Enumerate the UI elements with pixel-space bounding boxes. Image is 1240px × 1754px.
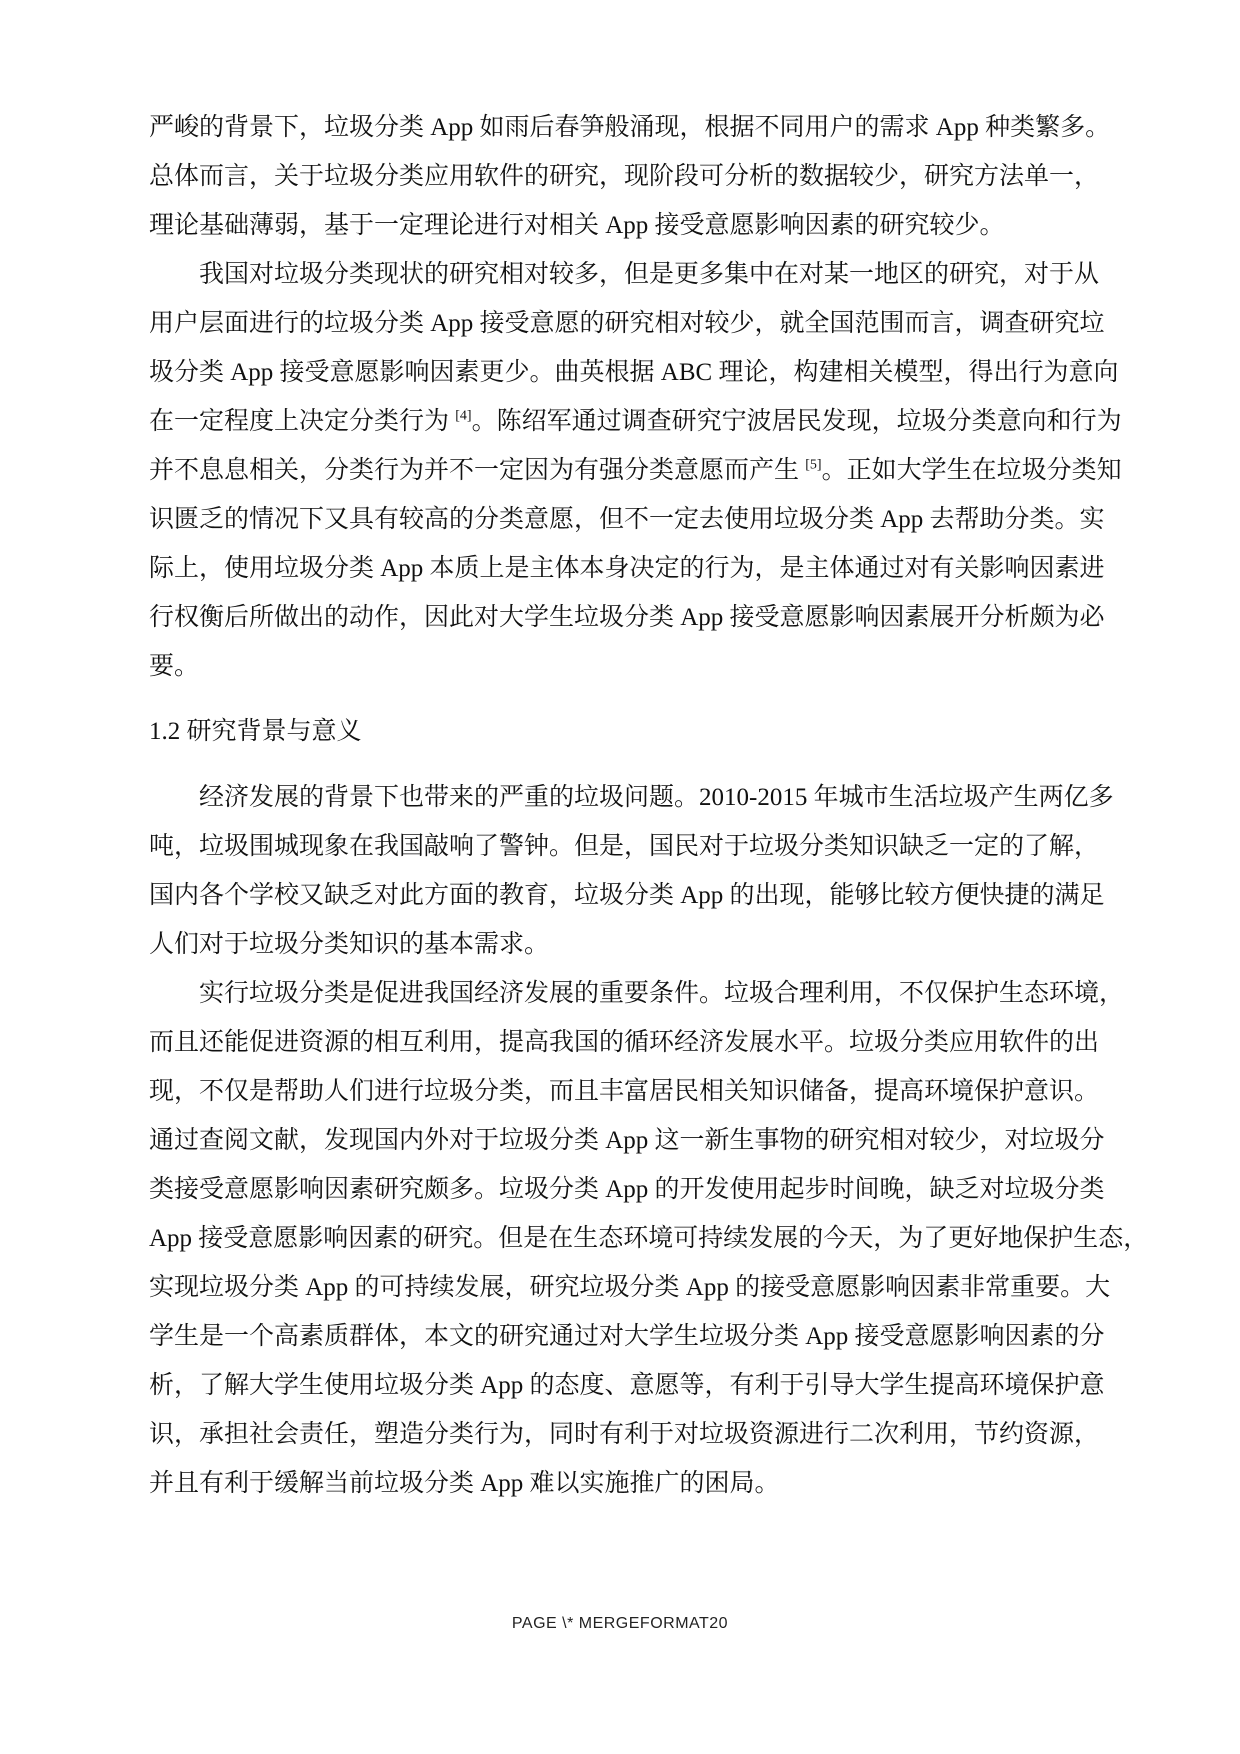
paragraph-2-line: 圾分类 App 接受意愿影响因素更少。曲英根据 ABC 理论，构建相关模型，得出行为意向 bbox=[149, 359, 1119, 386]
paragraph-4-line: 实现垃圾分类 App 的可持续发展，研究垃圾分类 App 的接受意愿影响因素非常重要。大 bbox=[149, 1274, 1111, 1301]
paragraph-2-line bbox=[149, 407, 1122, 437]
paragraph-4-line: 并且有利于缓解当前垃圾分类 App 难以实施推广的困局。 bbox=[149, 1470, 780, 1497]
paragraph-2-text: 在一定程度上决定分类行为 bbox=[149, 408, 450, 435]
paragraph-2-text: 。陈绍军通过调查研究宁波居民发现，垃圾分类意向和行为 bbox=[471, 408, 1122, 435]
paragraph-4-line: 学生是一个高素质群体，本文的研究通过对大学生垃圾分类 App 接受意愿影响因素的分 bbox=[149, 1323, 1105, 1350]
paragraph-4-line: 而且还能促进资源的相互利用，提高我国的循环经济发展水平。垃圾分类应用软件的出 bbox=[149, 1029, 1100, 1056]
paragraph-1-line: 总体而言，关于垃圾分类应用软件的研究，现阶段可分析的数据较少，研究方法单一， bbox=[149, 163, 1100, 190]
paragraph-2-line: 行权衡后所做出的动作，因此对大学生垃圾分类 App 接受意愿影响因素展开分析颇为必 bbox=[149, 604, 1105, 631]
paragraph-4-line: 通过查阅文献，发现国内外对于垃圾分类 App 这一新生事物的研究相对较少，对垃圾分 bbox=[149, 1127, 1105, 1154]
page-footer: PAGE \* MERGEFORMAT20 bbox=[511, 1615, 729, 1632]
citation-ref-4: [4] bbox=[455, 408, 472, 424]
paragraph-4-line: App 接受意愿影响因素的研究。但是在生态环境可持续发展的今天，为了更好地保护生态， bbox=[149, 1225, 1149, 1252]
paragraph-2-line: 我国对垃圾分类现状的研究相对较多，但是更多集中在对某一地区的研究，对于从 bbox=[199, 261, 1100, 288]
paragraph-4-line: 类接受意愿影响因素研究颇多。垃圾分类 App 的开发使用起步时间晚，缺乏对垃圾分类 bbox=[149, 1176, 1105, 1203]
paragraph-4-line: 实行垃圾分类是促进我国经济发展的重要条件。垃圾合理利用，不仅保护生态环境， bbox=[199, 980, 1125, 1007]
paragraph-4-line: 现，不仅是帮助人们进行垃圾分类，而且丰富居民相关知识储备，提高环境保护意识。 bbox=[149, 1078, 1100, 1105]
paragraph-3-line: 国内各个学校又缺乏对此方面的教育，垃圾分类 App 的出现，能够比较方便快捷的满足 bbox=[149, 882, 1105, 909]
paragraph-1-line: 严峻的背景下，垃圾分类 App 如雨后春笋般涌现，根据不同用户的需求 App 种类繁多。 bbox=[149, 114, 1111, 141]
paragraph-4-line: 析，了解大学生使用垃圾分类 App 的态度、意愿等，有利于引导大学生提高环境保护意 bbox=[149, 1372, 1105, 1399]
paragraph-2-line: 要。 bbox=[149, 653, 200, 680]
paragraph-3-line: 吨，垃圾围城现象在我国敲响了警钟。但是，国民对于垃圾分类知识缺乏一定的了解， bbox=[149, 833, 1100, 860]
paragraph-1-line: 理论基础薄弱，基于一定理论进行对相关 App 接受意愿影响因素的研究较少。 bbox=[149, 212, 1005, 239]
paragraph-2-text: 。正如大学生在垃圾分类知 bbox=[821, 457, 1122, 484]
paragraph-4-line: 识，承担社会责任，塑造分类行为，同时有利于对垃圾资源进行二次利用，节约资源， bbox=[149, 1421, 1100, 1448]
citation-ref-5: [5] bbox=[805, 457, 822, 473]
paragraph-3-line: 经济发展的背景下也带来的严重的垃圾问题。2010-2015 年城市生活垃圾产生两亿多 bbox=[199, 784, 1114, 811]
paragraph-2-line: 识匮乏的情况下又具有较高的分类意愿，但不一定去使用垃圾分类 App 去帮助分类。实 bbox=[149, 506, 1105, 533]
paragraph-2-line: 际上，使用垃圾分类 App 本质上是主体本身决定的行为，是主体通过对有关影响因素进 bbox=[149, 555, 1105, 582]
paragraph-2-text: 并不息息相关，分类行为并不一定因为有强分类意愿而产生 bbox=[149, 457, 800, 484]
paragraph-2-line bbox=[149, 456, 1122, 486]
paragraph-2-line: 用户层面进行的垃圾分类 App 接受意愿的研究相对较少，就全国范围而言，调查研究垃 bbox=[149, 310, 1105, 337]
section-heading: 1.2 研究背景与意义 bbox=[149, 718, 362, 745]
paragraph-3-line: 人们对于垃圾分类知识的基本需求。 bbox=[149, 931, 550, 958]
